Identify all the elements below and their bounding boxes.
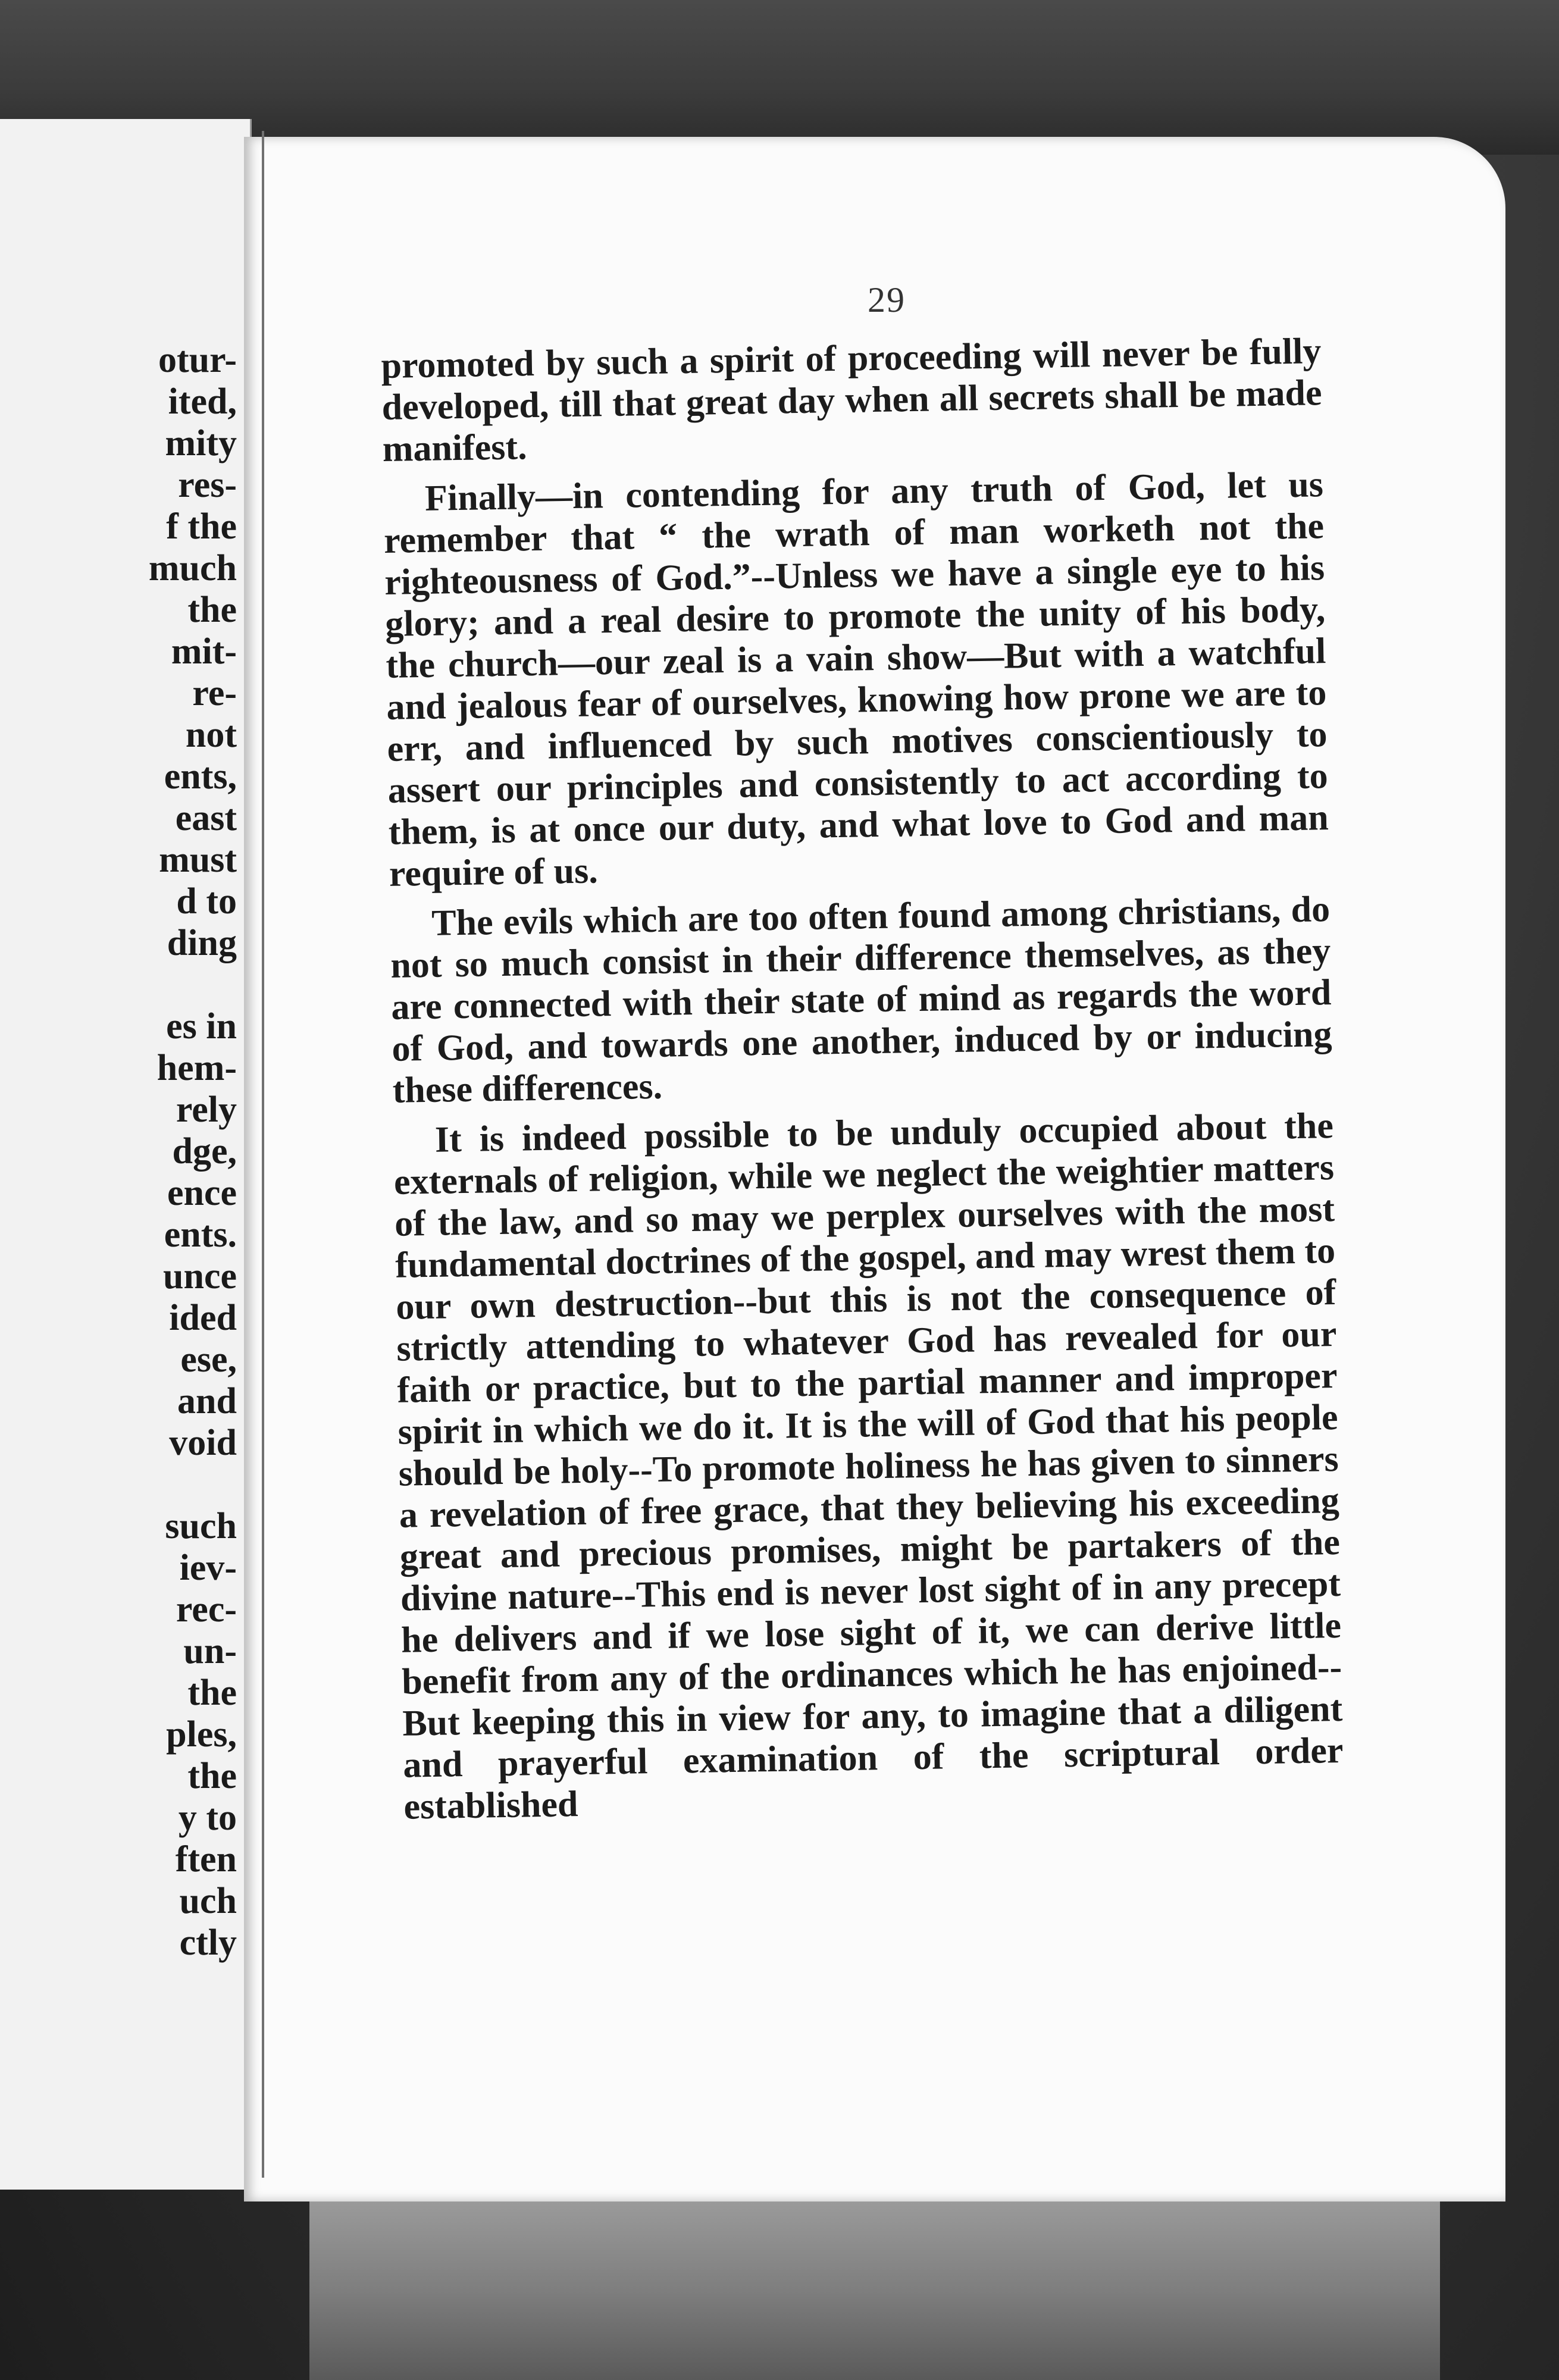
paragraph: promoted by such a spirit of proceeding will never be fully developed, till that great day when all secrets shall be made manifest. [381,331,1322,469]
paragraph: It is indeed possible to be unduly occupied about the externals of religion, while we neglect the weightier matters of the law, and so may we perplex ourselves with the most fundamental doctrines of the gospel, and may wrest them to our own destruction--but this is not the consequence of strictly attending to whatever God has revealed for our faith or practice, but to the partial manner and improper spirit in which we do it. It is the will of God that his people should be holy--To promote holiness he has given to sinners a revelation of free grace, that they believing his exceeding great and precious promises, might be partakers of the divine nature--This end is never lost sight of in any precept he delivers and if we lose sight of it, we can derive little benefit from any of the ordinances which he has enjoined--But keeping this in view for any, to imagine that a diligent and prayerful examination of the scriptural order established [393,1106,1344,1827]
book-gutter [262,131,264,2178]
page-number: 29 [868,280,906,320]
left-page [0,119,252,2190]
paragraph: Finally—in contending for any truth of God, let us remember that “ the wrath of man worketh not the righteousness of God.”--Unless we have a single eye to his glory; and a real desire to promote the unity of his body, the church—our zeal is a vain show—But with a watchful and jealous fear of ourselves, knowing how prone we are to err, and influenced by such motives conscientiously to assert our principles and consistently to act according to them, is at once our duty, and what love to God and man require of us. [383,464,1329,894]
paragraph: The evils which are too often found among christians, do not so much consist in their difference themselves, as they are connected with their state of mind as regards the word of God, and towards one another, induced by or inducing these differences. [390,889,1332,1111]
left-page-text-fragments: otur- ited, mity res- f the much the mit- re- not ents, east must d to ding es in hem- rely dge, ence ents. unce ided ese, and void such iev- rec- un- the ples, the y to ften uch ctly [148,340,237,1963]
page-body [381,330,1344,1836]
scanner-edge-bottom [309,2202,1440,2380]
